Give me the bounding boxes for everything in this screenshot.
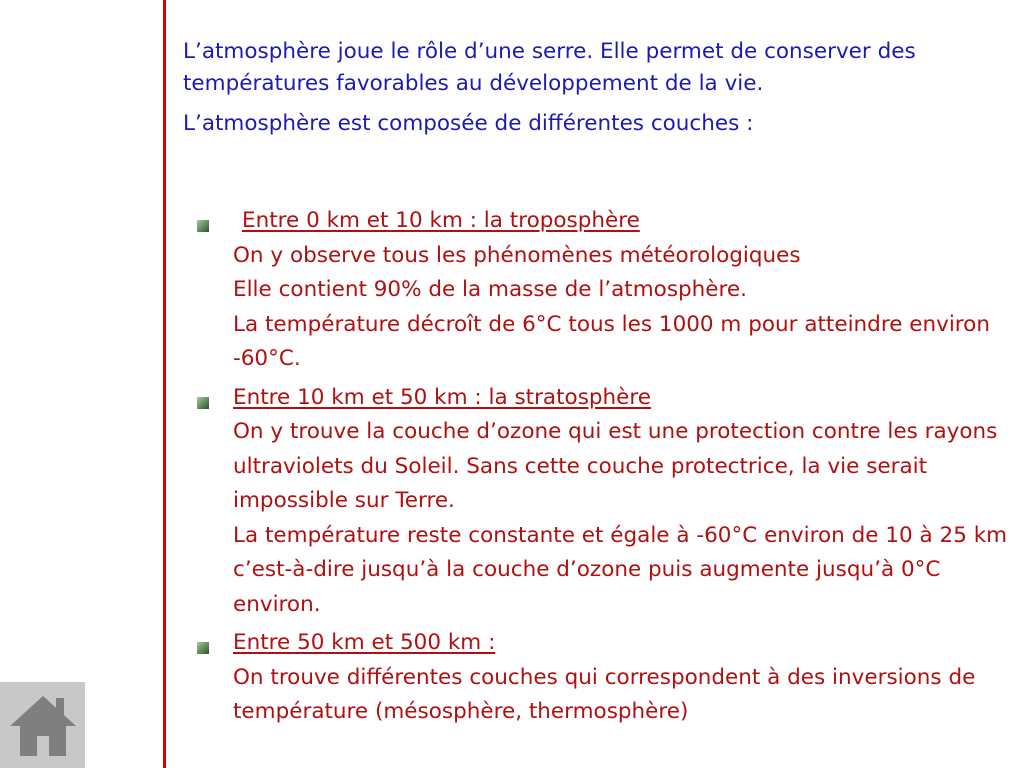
vertical-red-rule — [163, 0, 166, 768]
layer-upper — [197, 626, 1012, 730]
intro-paragraph-greenhouse: L’atmosphère joue le rôle d’une serre. Elle permet de conserver des températures favorables au développement de la vie. — [183, 39, 916, 96]
home-button[interactable] — [0, 682, 85, 768]
layer-line: La température décroît de 6°C tous les 1000 m pour atteindre environ -60°C. — [233, 311, 990, 371]
bullet-square-icon — [197, 642, 209, 654]
intro-text — [183, 36, 1013, 140]
layer-line: On trouve différentes couches qui correspondent à des inversions de température (mésosphère, thermosphère) — [233, 664, 976, 724]
atmosphere-layers-list — [197, 204, 1012, 734]
layer-title: Entre 50 km et 500 km : — [233, 630, 496, 655]
house-icon — [8, 692, 78, 758]
layer-line: On y trouve la couche d’ozone qui est une protection contre les rayons ultraviolets du Soleil. Sans cette couche protectrice, la vie serait impossible sur Terre. — [233, 419, 998, 513]
layer-title: Entre 10 km et 50 km : la stratosphère — [233, 384, 651, 410]
layer-troposphere — [197, 204, 1012, 377]
layer-stratosphere — [197, 381, 1012, 623]
layer-line: La température reste constante et égale à -60°C environ de 10 à 25 km c’est-à-dire jusqu’à la couche d’ozone puis augmente jusqu’à 0°C environ. — [233, 522, 1008, 617]
layer-line: Elle contient 90% de la masse de l’atmosphère. — [233, 277, 747, 302]
layer-line: On y observe tous les phénomènes météorologiques — [233, 242, 801, 268]
layer-title: Entre 0 km et 10 km : la troposphère — [242, 208, 640, 233]
intro-paragraph-layers: L’atmosphère est composée de différentes couches : — [183, 111, 754, 136]
bullet-square-icon — [197, 220, 209, 232]
bullet-square-icon — [197, 397, 209, 409]
